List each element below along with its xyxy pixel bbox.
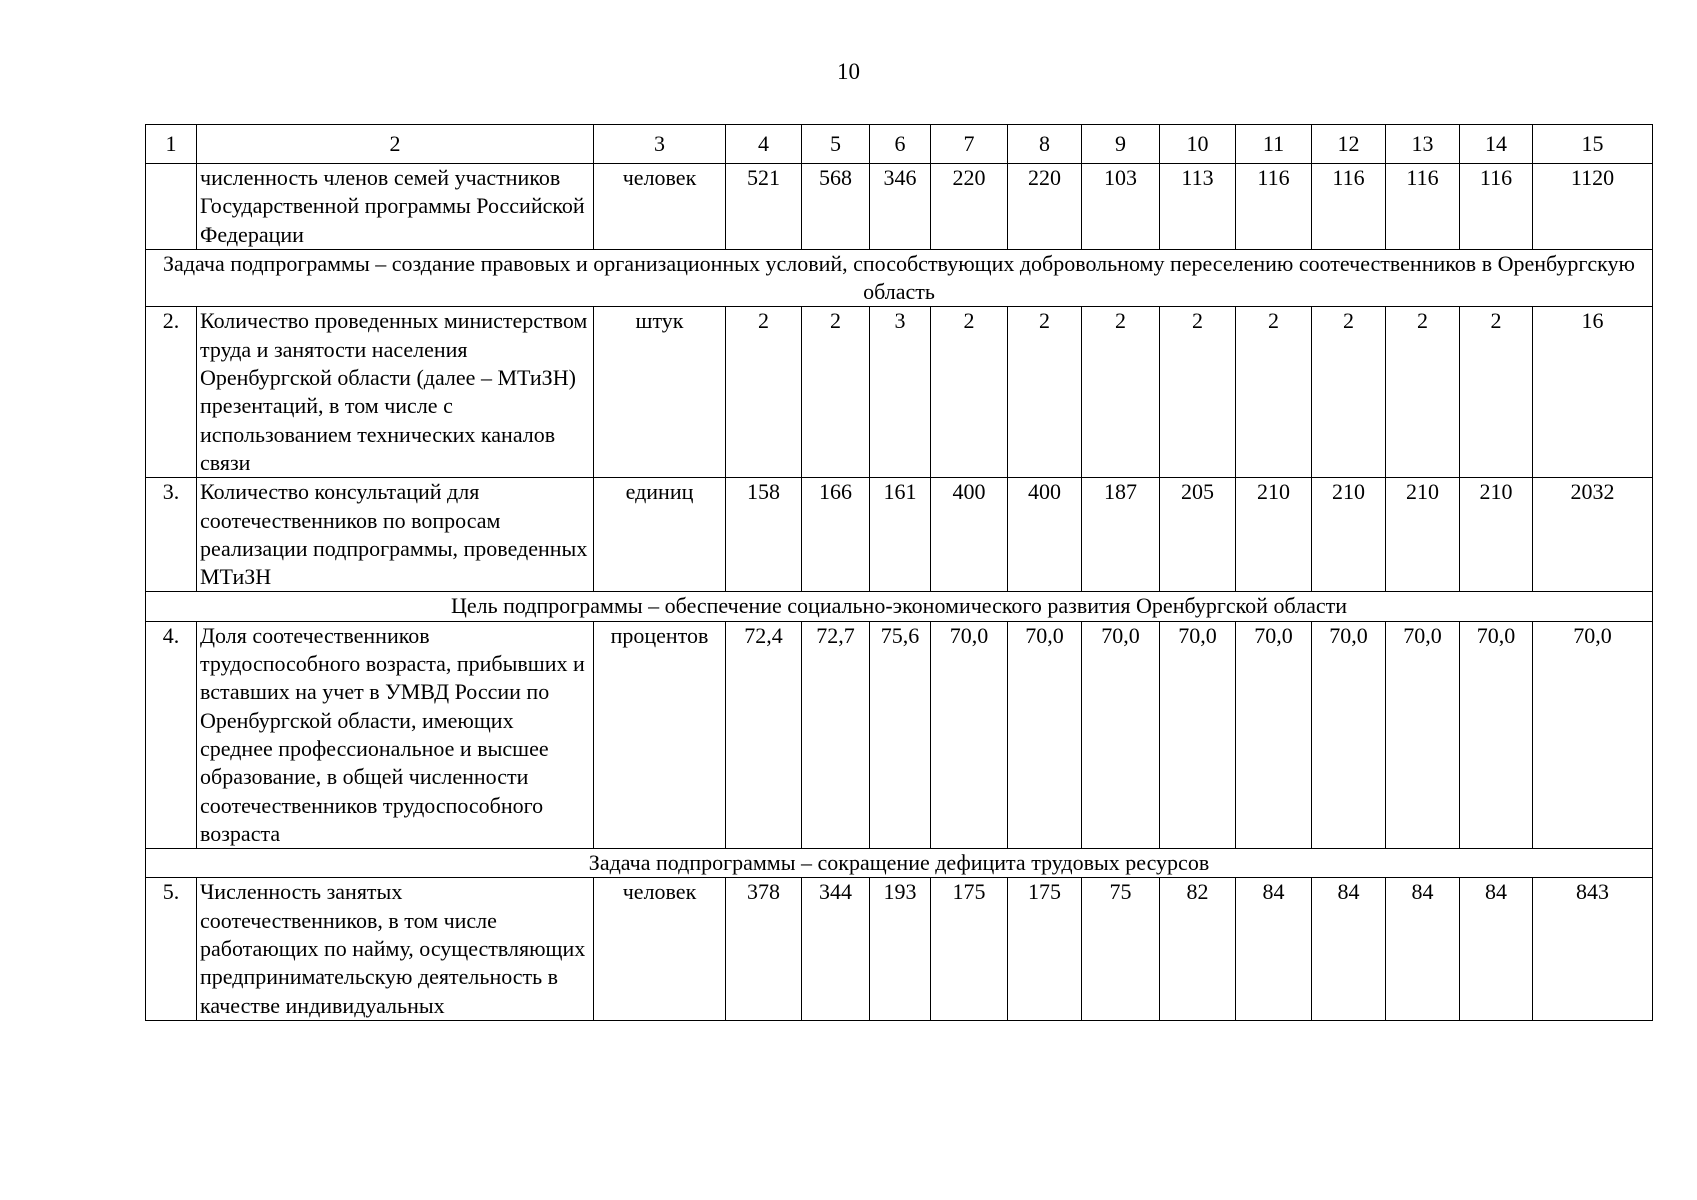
header-cell: 14 xyxy=(1460,125,1533,164)
value-cell: 220 xyxy=(1008,164,1082,250)
header-cell: 15 xyxy=(1533,125,1653,164)
table-row xyxy=(146,878,1653,1020)
header-cell: 10 xyxy=(1160,125,1236,164)
row-number: 5. xyxy=(146,878,197,1020)
value-cell: 70,0 xyxy=(1236,621,1312,848)
value-cell: 400 xyxy=(1008,478,1082,592)
value-cell: 70,0 xyxy=(1082,621,1160,848)
value-cell: 158 xyxy=(726,478,802,592)
value-cell: 2 xyxy=(1236,307,1312,478)
section-heading: Задача подпрограммы – создание правовых и организационных условий, способствующих добровольному переселению соотечественников в Оренбургскую область xyxy=(146,249,1653,307)
value-cell: 116 xyxy=(1312,164,1386,250)
value-cell: 193 xyxy=(870,878,931,1020)
value-cell: 346 xyxy=(870,164,931,250)
section-heading: Цель подпрограммы – обеспечение социально-экономического развития Оренбургской области xyxy=(146,592,1653,621)
value-cell: 210 xyxy=(1312,478,1386,592)
header-cell: 11 xyxy=(1236,125,1312,164)
value-cell: 70,0 xyxy=(1460,621,1533,848)
value-cell: 400 xyxy=(931,478,1008,592)
page-number: 10 xyxy=(837,59,860,84)
unit-cell: человек xyxy=(594,164,726,250)
value-cell: 2 xyxy=(802,307,870,478)
value-cell: 2032 xyxy=(1533,478,1653,592)
header-cell: 13 xyxy=(1386,125,1460,164)
value-cell: 116 xyxy=(1386,164,1460,250)
row-number: 3. xyxy=(146,478,197,592)
value-cell: 84 xyxy=(1460,878,1533,1020)
indicator-name: Численность занятых соотечественников, в том числе работающих по найму, осуществляющих предпринимательскую деятельность в качестве индивидуальных xyxy=(197,878,594,1020)
row-number: 4. xyxy=(146,621,197,848)
value-cell: 82 xyxy=(1160,878,1236,1020)
value-cell: 2 xyxy=(1082,307,1160,478)
value-cell: 103 xyxy=(1082,164,1160,250)
value-cell: 378 xyxy=(726,878,802,1020)
header-cell: 2 xyxy=(197,125,594,164)
header-cell: 1 xyxy=(146,125,197,164)
unit-cell: штук xyxy=(594,307,726,478)
header-cell: 12 xyxy=(1312,125,1386,164)
value-cell: 161 xyxy=(870,478,931,592)
value-cell: 113 xyxy=(1160,164,1236,250)
value-cell: 220 xyxy=(931,164,1008,250)
value-cell: 16 xyxy=(1533,307,1653,478)
value-cell: 2 xyxy=(1386,307,1460,478)
value-cell: 205 xyxy=(1160,478,1236,592)
section-heading: Задача подпрограммы – сокращение дефицита трудовых ресурсов xyxy=(146,849,1653,878)
indicators-table xyxy=(145,124,1653,1021)
value-cell: 75,6 xyxy=(870,621,931,848)
value-cell: 2 xyxy=(726,307,802,478)
indicator-name: Количество проведенных министерством труда и занятости населения Оренбургской области (далее – МТиЗН) презентаций, в том числе с использованием технических каналов связи xyxy=(197,307,594,478)
value-cell: 116 xyxy=(1236,164,1312,250)
table-row xyxy=(146,478,1653,592)
value-cell: 116 xyxy=(1460,164,1533,250)
value-cell: 175 xyxy=(931,878,1008,1020)
value-cell: 344 xyxy=(802,878,870,1020)
header-cell: 6 xyxy=(870,125,931,164)
value-cell: 70,0 xyxy=(931,621,1008,848)
header-cell: 9 xyxy=(1082,125,1160,164)
value-cell: 84 xyxy=(1386,878,1460,1020)
value-cell: 175 xyxy=(1008,878,1082,1020)
value-cell: 210 xyxy=(1460,478,1533,592)
value-cell: 166 xyxy=(802,478,870,592)
unit-cell: человек xyxy=(594,878,726,1020)
value-cell: 2 xyxy=(1312,307,1386,478)
table-row xyxy=(146,307,1653,478)
value-cell: 187 xyxy=(1082,478,1160,592)
header-cell: 5 xyxy=(802,125,870,164)
indicator-name: Количество консультаций для соотечественников по вопросам реализации подпрограммы, проведенных МТиЗН xyxy=(197,478,594,592)
value-cell: 2 xyxy=(931,307,1008,478)
header-cell: 8 xyxy=(1008,125,1082,164)
table-row xyxy=(146,164,1653,250)
header-cell: 4 xyxy=(726,125,802,164)
value-cell: 70,0 xyxy=(1008,621,1082,848)
row-number xyxy=(146,164,197,250)
row-number: 2. xyxy=(146,307,197,478)
section-row xyxy=(146,249,1653,307)
value-cell: 70,0 xyxy=(1160,621,1236,848)
value-cell: 1120 xyxy=(1533,164,1653,250)
value-cell: 2 xyxy=(1460,307,1533,478)
unit-cell: процентов xyxy=(594,621,726,848)
indicator-name: численность членов семей участников Государственной программы Российской Федерации xyxy=(197,164,594,250)
value-cell: 70,0 xyxy=(1312,621,1386,848)
value-cell: 70,0 xyxy=(1533,621,1653,848)
section-row xyxy=(146,592,1653,621)
value-cell: 75 xyxy=(1082,878,1160,1020)
value-cell: 72,4 xyxy=(726,621,802,848)
value-cell: 3 xyxy=(870,307,931,478)
value-cell: 70,0 xyxy=(1386,621,1460,848)
value-cell: 2 xyxy=(1160,307,1236,478)
value-cell: 84 xyxy=(1236,878,1312,1020)
value-cell: 521 xyxy=(726,164,802,250)
table-header-row xyxy=(146,125,1653,164)
header-cell: 3 xyxy=(594,125,726,164)
value-cell: 568 xyxy=(802,164,870,250)
header-cell: 7 xyxy=(931,125,1008,164)
value-cell: 210 xyxy=(1386,478,1460,592)
value-cell: 72,7 xyxy=(802,621,870,848)
value-cell: 84 xyxy=(1312,878,1386,1020)
unit-cell: единиц xyxy=(594,478,726,592)
table-row xyxy=(146,621,1653,848)
indicator-name: Доля соотечественников трудоспособного возраста, прибывших и вставших на учет в УМВД России по Оренбургской области, имеющих среднее профессиональное и высшее образование, в общей численности соотечественников трудоспособного возраста xyxy=(197,621,594,848)
value-cell: 2 xyxy=(1008,307,1082,478)
section-row xyxy=(146,849,1653,878)
value-cell: 210 xyxy=(1236,478,1312,592)
value-cell: 843 xyxy=(1533,878,1653,1020)
